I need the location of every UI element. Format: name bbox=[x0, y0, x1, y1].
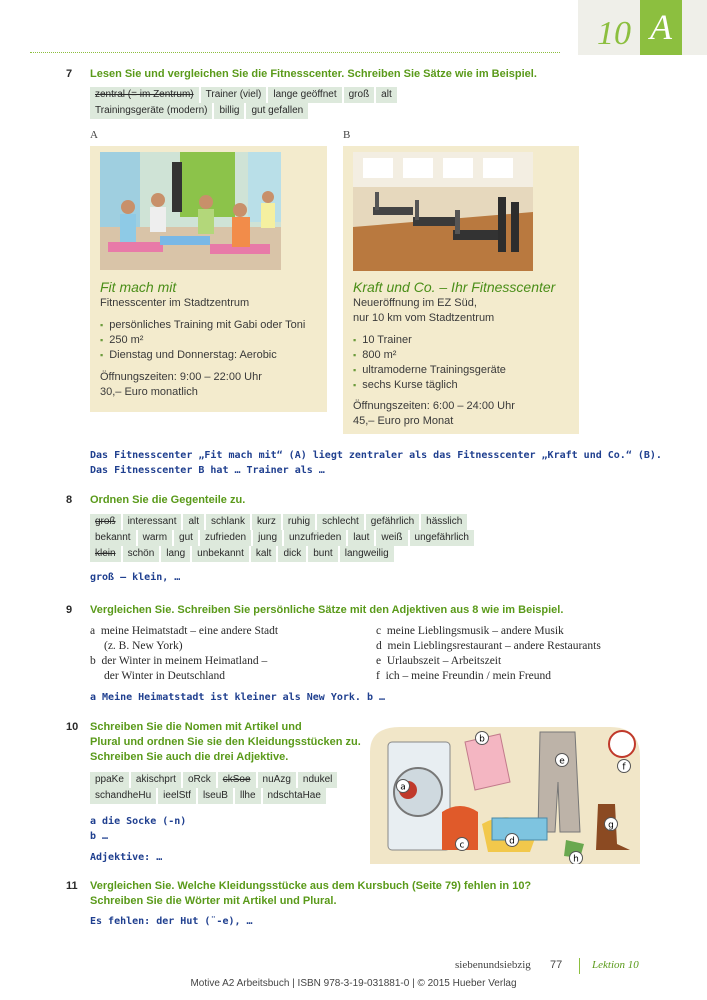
word-chip: klein bbox=[90, 546, 121, 562]
exercise-7-wordbox-row1 bbox=[90, 87, 397, 103]
exercise-10-answer-b: b … bbox=[90, 831, 109, 842]
word-chip: laut bbox=[348, 530, 374, 546]
item-d: d mein Lieblingsrestaurant – andere Restaurants bbox=[376, 640, 601, 652]
page-word: siebenundsiebzig bbox=[455, 959, 531, 971]
word-chip: kurz bbox=[252, 514, 281, 530]
exercise-10-task-3: Schreiben Sie auch die drei Adjektive. bbox=[90, 751, 289, 763]
word-chip: lange geöffnet bbox=[268, 87, 341, 103]
feature-item: ▪ 10 Trainer bbox=[353, 333, 506, 348]
exercise-7-example-1: Das Fitnesscenter „Fit mach mit“ (A) liegt zentraler als das Fitnesscenter „Kraft und Co.“ (B). bbox=[90, 450, 662, 461]
feature-item: ▪ 800 m² bbox=[353, 348, 506, 363]
word-chip: warm bbox=[138, 530, 172, 546]
feature-item: ▪ persönliches Training mit Gabi oder Toni bbox=[100, 318, 305, 333]
word-chip: llhe bbox=[235, 788, 261, 804]
word-chip: alt bbox=[376, 87, 397, 103]
page-number: 77 bbox=[550, 959, 563, 971]
word-chip: ndschtaHae bbox=[263, 788, 326, 804]
lesson-label: Lektion 10 bbox=[592, 959, 639, 971]
word-chip: ppaKe bbox=[90, 772, 129, 788]
card-a-title: Fit mach mit bbox=[100, 279, 177, 295]
hat bbox=[609, 731, 635, 757]
exercise-10-number: 10 bbox=[66, 721, 79, 733]
word-chip: lang bbox=[161, 546, 190, 562]
fitness-card-a bbox=[90, 146, 327, 412]
image-label-f: f bbox=[622, 762, 626, 773]
word-chip: ruhig bbox=[283, 514, 315, 530]
word-chip: schlecht bbox=[317, 514, 364, 530]
item-f: f ich – meine Freundin / mein Freund bbox=[376, 670, 552, 682]
exercise-8-task: Ordnen Sie die Gegenteile zu. bbox=[90, 494, 246, 506]
word-chip: ieelStf bbox=[158, 788, 196, 804]
basket bbox=[492, 818, 547, 840]
exercise-11-task-1: Vergleichen Sie. Welche Kleidungsstücke aus dem Kursbuch (Seite 79) fehlen in 10? bbox=[90, 880, 532, 892]
word-chip: gut bbox=[174, 530, 198, 546]
card-a-subtitle: Fitnesscenter im Stadtzentrum bbox=[100, 297, 250, 309]
item-b-line2: der Winter in Deutschland bbox=[104, 670, 225, 682]
word-chip: interessant bbox=[123, 514, 182, 530]
exercise-8-wordbox-row3 bbox=[90, 546, 394, 562]
word-chip: hässlich bbox=[421, 514, 467, 530]
word-chip: alt bbox=[183, 514, 204, 530]
word-chip: kalt bbox=[251, 546, 277, 562]
image-label-b: b bbox=[479, 734, 485, 745]
image-label-c: c bbox=[459, 840, 465, 851]
feature-item: ▪ 250 m² bbox=[100, 333, 305, 348]
exercise-9-example: a Meine Heimatstadt ist kleiner als New York. b … bbox=[90, 692, 386, 703]
word-chip: unbekannt bbox=[192, 546, 249, 562]
card-b-price: 45,– Euro pro Monat bbox=[353, 415, 454, 427]
imprint: Motive A2 Arbeitsbuch | ISBN 978-3-19-031881-0 | © 2015 Hueber Verlag bbox=[190, 978, 517, 989]
word-chip: jung bbox=[253, 530, 282, 546]
word-chip: schön bbox=[123, 546, 160, 562]
word-chip: dick bbox=[278, 546, 306, 562]
image-label-e: e bbox=[559, 756, 565, 767]
word-chip: Trainingsgeräte (modern) bbox=[90, 103, 212, 119]
aerobic-class-photo bbox=[100, 152, 281, 270]
exercise-8-wordbox-row1 bbox=[90, 514, 467, 530]
word-chip: nuAzg bbox=[258, 772, 296, 788]
chapter-letter: A bbox=[640, 0, 682, 55]
exercise-10-task-1: Schreiben Sie die Nomen mit Artikel und bbox=[90, 721, 302, 733]
item-a-line2: (z. B. New York) bbox=[104, 640, 183, 652]
image-label-g: g bbox=[608, 820, 614, 831]
word-chip: zentral (= im Zentrum) bbox=[90, 87, 199, 103]
exercise-10-wordbox-row2 bbox=[90, 788, 326, 804]
suit bbox=[538, 732, 580, 832]
card-b-title: Kraft und Co. – Ihr Fitnesscenter bbox=[353, 279, 556, 295]
word-chip: zufrieden bbox=[200, 530, 251, 546]
exercise-10-task-2: Plural und ordnen Sie sie den Kleidungsstücken zu. bbox=[90, 736, 361, 748]
feature-item: ▪ ultramoderne Trainingsgeräte bbox=[353, 363, 506, 378]
word-chip: unzufrieden bbox=[284, 530, 346, 546]
exercise-11-task-2: Schreiben Sie die Wörter mit Artikel und Plural. bbox=[90, 895, 337, 907]
exercise-9-left-items bbox=[90, 624, 360, 684]
fitness-card-b bbox=[343, 146, 579, 434]
exercise-8-wordbox-row2 bbox=[90, 530, 474, 546]
card-a-hours: Öffnungszeiten: 9:00 – 22:00 Uhr bbox=[100, 371, 262, 383]
card-a-label: A bbox=[90, 129, 98, 141]
exercise-8-number: 8 bbox=[66, 494, 73, 506]
card-b-subtitle-2: nur 10 km vom Stadtzentrum bbox=[353, 312, 495, 324]
word-chip: Trainer (viel) bbox=[201, 87, 267, 103]
word-chip: billig bbox=[214, 103, 244, 119]
word-chip: gut gefallen bbox=[246, 103, 308, 119]
word-chip: schlank bbox=[206, 514, 250, 530]
exercise-7-example-2: Das Fitnesscenter B hat … Trainer als … bbox=[90, 465, 325, 476]
exercise-9-number: 9 bbox=[66, 604, 73, 616]
exercise-10-answer-a: a die Socke (-n) bbox=[90, 816, 187, 827]
header-divider bbox=[30, 52, 560, 53]
card-a-features bbox=[100, 318, 305, 363]
exercise-10-adjectives: Adjektive: … bbox=[90, 852, 163, 863]
footer-divider bbox=[579, 958, 580, 974]
word-chip: bekannt bbox=[90, 530, 136, 546]
image-label-d: d bbox=[509, 836, 515, 847]
card-a-price: 30,– Euro monatlich bbox=[100, 386, 198, 398]
card-b-features bbox=[353, 333, 506, 393]
word-chip: ungefährlich bbox=[410, 530, 474, 546]
exercise-7-number: 7 bbox=[66, 68, 73, 80]
item-c: c meine Lieblingsmusik – andere Musik bbox=[376, 625, 564, 637]
card-b-subtitle-1: Neueröffnung im EZ Süd, bbox=[353, 297, 477, 309]
exercise-11-example: Es fehlen: der Hut (¨-e), … bbox=[90, 916, 253, 927]
word-chip: groß bbox=[90, 514, 121, 530]
exercise-8-example: groß – klein, … bbox=[90, 572, 181, 583]
item-a: a meine Heimatstadt – eine andere Stadt bbox=[90, 625, 279, 637]
word-chip: ndukel bbox=[298, 772, 337, 788]
item-e: e Urlaubszeit – Arbeitszeit bbox=[376, 655, 502, 667]
word-chip: schandheHu bbox=[90, 788, 156, 804]
exercise-9-task: Vergleichen Sie. Schreiben Sie persönliche Sätze mit den Adjektiven aus 8 wie im Beispiel. bbox=[90, 604, 564, 616]
word-chip: groß bbox=[344, 87, 375, 103]
chapter-number: 10 bbox=[597, 15, 631, 52]
exercise-10-wordbox-row1 bbox=[90, 772, 337, 788]
gym-treadmills-photo bbox=[353, 152, 533, 271]
exercise-11-number: 11 bbox=[66, 880, 78, 892]
image-label-h: h bbox=[573, 854, 579, 864]
feature-item: ▪ sechs Kurse täglich bbox=[353, 378, 506, 393]
word-chip: lseuB bbox=[198, 788, 233, 804]
exercise-7-task: Lesen Sie und vergleichen Sie die Fitnesscenter. Schreiben Sie Sätze wie im Beispiel. bbox=[90, 68, 537, 80]
word-chip: langweilig bbox=[340, 546, 394, 562]
word-chip: akischprt bbox=[131, 772, 181, 788]
exercise-9-right-items bbox=[376, 624, 676, 684]
card-b-hours: Öffnungszeiten: 6:00 – 24:00 Uhr bbox=[353, 400, 515, 412]
exercise-7-wordbox-row2 bbox=[90, 103, 308, 119]
word-chip: gefährlich bbox=[366, 514, 419, 530]
card-b-label: B bbox=[343, 129, 351, 141]
clothes-illustration bbox=[370, 712, 640, 864]
word-chip: bunt bbox=[308, 546, 337, 562]
word-chip: oRck bbox=[183, 772, 216, 788]
item-b: b der Winter in meinem Heimatland – bbox=[90, 655, 268, 667]
word-chip: ckSoe bbox=[218, 772, 256, 788]
image-label-a: a bbox=[400, 782, 406, 793]
feature-item: ▪ Dienstag und Donnerstag: Aerobic bbox=[100, 348, 305, 363]
word-chip: weiß bbox=[376, 530, 407, 546]
